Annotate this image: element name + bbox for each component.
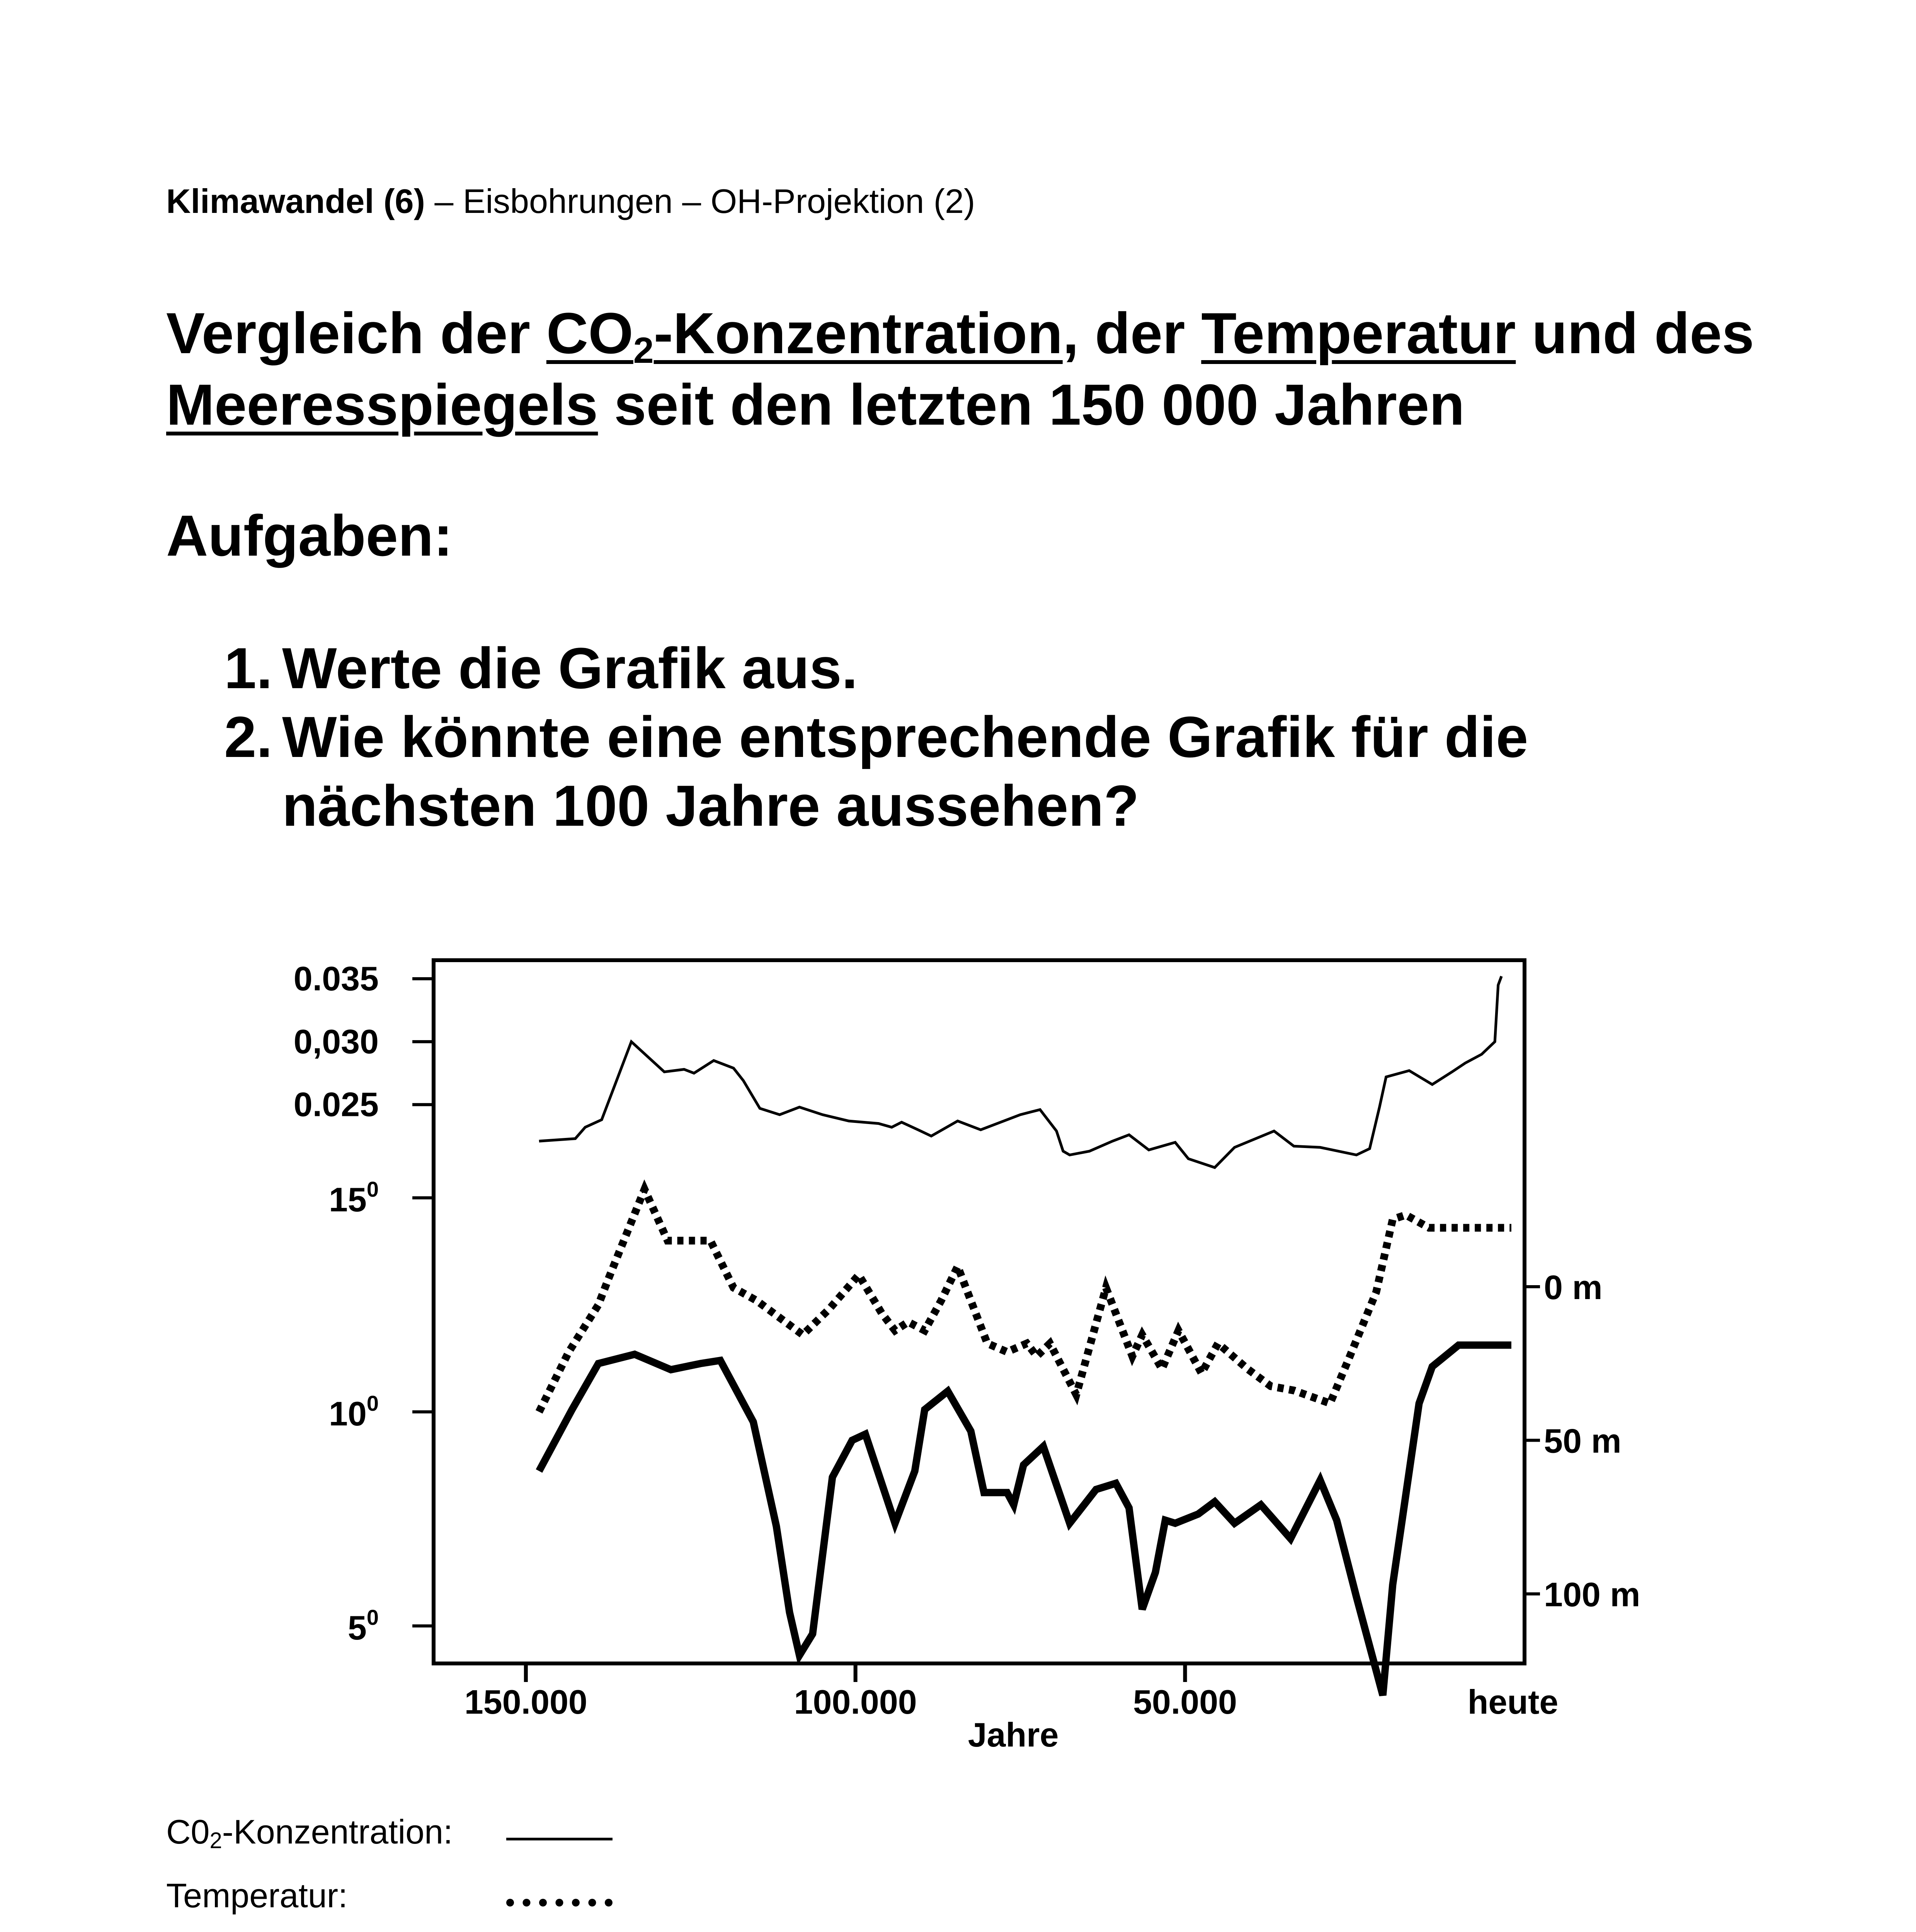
- title-temperature: Temperatur: [1201, 301, 1516, 366]
- y-tick-label-co2: 0.025: [293, 1085, 379, 1124]
- y-tick-label-temperature: $15^0$: [328, 1177, 379, 1219]
- y-tick-label-co2: 0.035: [293, 959, 379, 998]
- x-tick-label: 150.000: [464, 1683, 587, 1721]
- task-number: 2.: [224, 704, 273, 769]
- task-text: Werte die Grafik aus.: [282, 636, 858, 701]
- series-temperature-line: [539, 1189, 1511, 1412]
- header-rest: – Eisbohrungen – OH-Projektion (2): [425, 182, 975, 220]
- x-axis-label: Jahre: [968, 1716, 1059, 1754]
- y-tick-label-sea-level: 0 m: [1544, 1268, 1603, 1306]
- header-bold: Klimawandel (6): [166, 182, 425, 220]
- title-part: und des: [1516, 301, 1754, 366]
- task-text: Wie könnte eine entsprechende Grafik für die nächsten 100 Jahre aussehen?: [282, 704, 1528, 838]
- legend-swatch-temperature: [506, 1899, 613, 1906]
- title-part: , der: [1062, 301, 1201, 366]
- x-tick-label: 100.000: [794, 1683, 917, 1721]
- task-number: 1.: [224, 636, 273, 701]
- title-co2: [546, 301, 1063, 371]
- y-tick-label-co2: 0,030: [293, 1022, 379, 1061]
- legend-co2-sub: 2: [209, 1828, 222, 1853]
- page-title: [166, 298, 1789, 440]
- task-item: [224, 702, 1731, 840]
- legend-co2-a: C0: [166, 1813, 210, 1851]
- series-sea-level-line: [539, 1345, 1511, 1695]
- title-co2-sub: 2: [633, 330, 654, 371]
- y-tick-label-temperature: $10^0$: [328, 1391, 379, 1433]
- series-co2-line: [539, 976, 1501, 1168]
- legend-label-co2: [166, 1812, 453, 1852]
- y-tick-label-sea-level: 50 m: [1544, 1422, 1622, 1460]
- title-co2-a: CO: [546, 301, 633, 366]
- task-list: [224, 634, 1731, 840]
- title-part: seit den letzten 150 000 Jahren: [598, 372, 1465, 437]
- x-tick-label: 50.000: [1133, 1683, 1237, 1721]
- x-tick-label: heute: [1467, 1683, 1559, 1721]
- title-co2-b: -Konzentration: [653, 301, 1063, 366]
- legend-co2-b: -Konzentration:: [222, 1813, 453, 1851]
- page-header: [166, 182, 975, 221]
- task-item: [224, 634, 1731, 702]
- tasks-heading: Aufgaben:: [166, 503, 453, 568]
- y-tick-label-temperature: $5^0$: [347, 1605, 379, 1647]
- climate-chart: [0, 889, 1916, 1777]
- title-sea-level: Meeresspiegels: [166, 372, 598, 437]
- y-tick-label-sea-level: 100 m: [1544, 1575, 1640, 1614]
- legend-label-temperature: Temperatur:: [166, 1876, 348, 1915]
- title-part: Vergleich der: [166, 301, 546, 366]
- legend-swatch-co2: [506, 1838, 613, 1840]
